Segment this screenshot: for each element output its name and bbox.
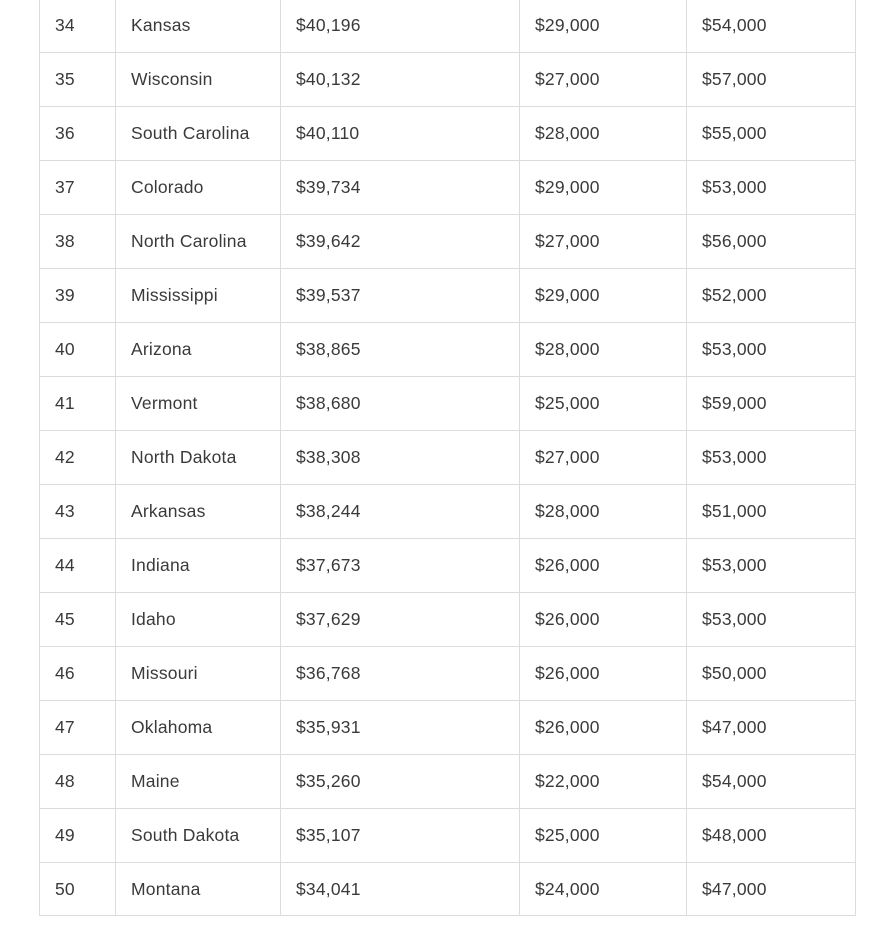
salary-table bbox=[39, 0, 856, 916]
high-salary-cell: $53,000 bbox=[687, 593, 856, 647]
rank-cell: 46 bbox=[40, 647, 116, 701]
rank-cell: 40 bbox=[40, 323, 116, 377]
rank-cell: 34 bbox=[40, 0, 116, 53]
rank-cell: 36 bbox=[40, 107, 116, 161]
table-row bbox=[40, 863, 856, 916]
table-row bbox=[40, 701, 856, 755]
average-salary-cell: $37,629 bbox=[281, 593, 520, 647]
state-cell: Wisconsin bbox=[116, 53, 281, 107]
average-salary-cell: $40,110 bbox=[281, 107, 520, 161]
rank-cell: 41 bbox=[40, 377, 116, 431]
low-salary-cell: $24,000 bbox=[520, 863, 687, 916]
high-salary-cell: $55,000 bbox=[687, 107, 856, 161]
high-salary-cell: $59,000 bbox=[687, 377, 856, 431]
rank-cell: 49 bbox=[40, 809, 116, 863]
average-salary-cell: $38,244 bbox=[281, 485, 520, 539]
high-salary-cell: $51,000 bbox=[687, 485, 856, 539]
table-row bbox=[40, 647, 856, 701]
table-row bbox=[40, 431, 856, 485]
table-row bbox=[40, 593, 856, 647]
average-salary-cell: $36,768 bbox=[281, 647, 520, 701]
state-cell: Mississippi bbox=[116, 269, 281, 323]
average-salary-cell: $35,107 bbox=[281, 809, 520, 863]
high-salary-cell: $53,000 bbox=[687, 431, 856, 485]
state-cell: Colorado bbox=[116, 161, 281, 215]
rank-cell: 45 bbox=[40, 593, 116, 647]
high-salary-cell: $47,000 bbox=[687, 863, 856, 916]
table-row bbox=[40, 215, 856, 269]
state-cell: South Carolina bbox=[116, 107, 281, 161]
average-salary-cell: $39,642 bbox=[281, 215, 520, 269]
average-salary-cell: $40,132 bbox=[281, 53, 520, 107]
rank-cell: 42 bbox=[40, 431, 116, 485]
rank-cell: 43 bbox=[40, 485, 116, 539]
low-salary-cell: $25,000 bbox=[520, 809, 687, 863]
table-row bbox=[40, 755, 856, 809]
average-salary-cell: $38,865 bbox=[281, 323, 520, 377]
rank-cell: 35 bbox=[40, 53, 116, 107]
high-salary-cell: $54,000 bbox=[687, 0, 856, 53]
state-cell: South Dakota bbox=[116, 809, 281, 863]
high-salary-cell: $53,000 bbox=[687, 161, 856, 215]
table-row bbox=[40, 0, 856, 53]
high-salary-cell: $56,000 bbox=[687, 215, 856, 269]
low-salary-cell: $26,000 bbox=[520, 647, 687, 701]
state-cell: Indiana bbox=[116, 539, 281, 593]
low-salary-cell: $26,000 bbox=[520, 539, 687, 593]
high-salary-cell: $48,000 bbox=[687, 809, 856, 863]
high-salary-cell: $50,000 bbox=[687, 647, 856, 701]
rank-cell: 39 bbox=[40, 269, 116, 323]
state-cell: Arizona bbox=[116, 323, 281, 377]
rank-cell: 37 bbox=[40, 161, 116, 215]
rank-cell: 38 bbox=[40, 215, 116, 269]
state-cell: Maine bbox=[116, 755, 281, 809]
state-cell: Arkansas bbox=[116, 485, 281, 539]
table-body bbox=[40, 0, 856, 916]
high-salary-cell: $57,000 bbox=[687, 53, 856, 107]
state-cell: Montana bbox=[116, 863, 281, 916]
average-salary-cell: $39,734 bbox=[281, 161, 520, 215]
average-salary-cell: $40,196 bbox=[281, 0, 520, 53]
rank-cell: 47 bbox=[40, 701, 116, 755]
average-salary-cell: $35,931 bbox=[281, 701, 520, 755]
low-salary-cell: $26,000 bbox=[520, 593, 687, 647]
table-row bbox=[40, 377, 856, 431]
high-salary-cell: $47,000 bbox=[687, 701, 856, 755]
state-cell: North Carolina bbox=[116, 215, 281, 269]
state-cell: Oklahoma bbox=[116, 701, 281, 755]
low-salary-cell: $29,000 bbox=[520, 269, 687, 323]
state-cell: Kansas bbox=[116, 0, 281, 53]
low-salary-cell: $27,000 bbox=[520, 53, 687, 107]
low-salary-cell: $28,000 bbox=[520, 485, 687, 539]
table-row bbox=[40, 53, 856, 107]
salary-table-container bbox=[39, 0, 855, 916]
low-salary-cell: $29,000 bbox=[520, 161, 687, 215]
low-salary-cell: $28,000 bbox=[520, 107, 687, 161]
table-row bbox=[40, 809, 856, 863]
table-row bbox=[40, 539, 856, 593]
low-salary-cell: $28,000 bbox=[520, 323, 687, 377]
high-salary-cell: $53,000 bbox=[687, 539, 856, 593]
table-row bbox=[40, 323, 856, 377]
table-row bbox=[40, 485, 856, 539]
low-salary-cell: $29,000 bbox=[520, 0, 687, 53]
average-salary-cell: $37,673 bbox=[281, 539, 520, 593]
low-salary-cell: $25,000 bbox=[520, 377, 687, 431]
state-cell: North Dakota bbox=[116, 431, 281, 485]
low-salary-cell: $22,000 bbox=[520, 755, 687, 809]
high-salary-cell: $53,000 bbox=[687, 323, 856, 377]
state-cell: Idaho bbox=[116, 593, 281, 647]
average-salary-cell: $38,308 bbox=[281, 431, 520, 485]
rank-cell: 44 bbox=[40, 539, 116, 593]
state-cell: Missouri bbox=[116, 647, 281, 701]
table-row bbox=[40, 107, 856, 161]
average-salary-cell: $34,041 bbox=[281, 863, 520, 916]
rank-cell: 50 bbox=[40, 863, 116, 916]
state-cell: Vermont bbox=[116, 377, 281, 431]
high-salary-cell: $54,000 bbox=[687, 755, 856, 809]
low-salary-cell: $26,000 bbox=[520, 701, 687, 755]
rank-cell: 48 bbox=[40, 755, 116, 809]
table-row bbox=[40, 161, 856, 215]
average-salary-cell: $35,260 bbox=[281, 755, 520, 809]
low-salary-cell: $27,000 bbox=[520, 215, 687, 269]
average-salary-cell: $38,680 bbox=[281, 377, 520, 431]
average-salary-cell: $39,537 bbox=[281, 269, 520, 323]
high-salary-cell: $52,000 bbox=[687, 269, 856, 323]
table-row bbox=[40, 269, 856, 323]
low-salary-cell: $27,000 bbox=[520, 431, 687, 485]
